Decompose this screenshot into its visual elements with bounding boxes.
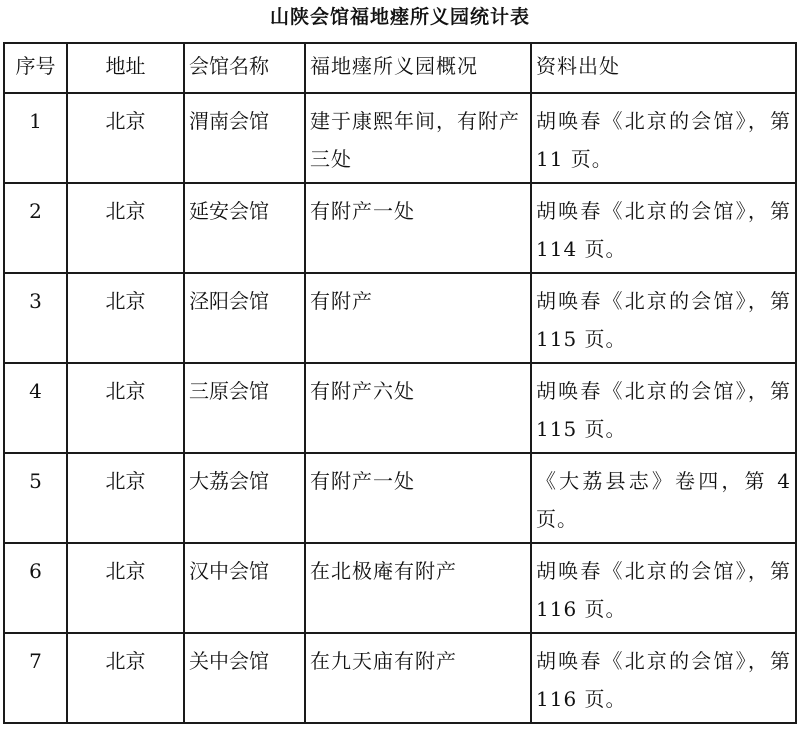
- table-row: [4, 273, 796, 363]
- cell-no: 5: [4, 453, 67, 543]
- table-row: [4, 633, 796, 723]
- table-row: [4, 183, 796, 273]
- table-row: [4, 453, 796, 543]
- cell-source: 《大荔县志》卷四，第 4 页。: [531, 453, 796, 543]
- header-name: 会馆名称: [184, 43, 305, 93]
- cell-description: 有附产一处: [305, 183, 531, 273]
- cell-name: 泾阳会馆: [184, 273, 305, 363]
- cell-address: 北京: [67, 453, 184, 543]
- cell-no: 7: [4, 633, 67, 723]
- cell-description: 建于康熙年间，有附产三处: [305, 93, 531, 183]
- cell-address: 北京: [67, 543, 184, 633]
- cell-description: 在北极庵有附产: [305, 543, 531, 633]
- cell-name: 三原会馆: [184, 363, 305, 453]
- cell-no: 2: [4, 183, 67, 273]
- cell-address: 北京: [67, 273, 184, 363]
- header-description: 福地瘗所义园概况: [305, 43, 531, 93]
- cell-name: 关中会馆: [184, 633, 305, 723]
- cell-address: 北京: [67, 633, 184, 723]
- table-row: [4, 363, 796, 453]
- cell-name: 渭南会馆: [184, 93, 305, 183]
- cell-source: 胡唤春《北京的会馆》，第 114 页。: [531, 183, 796, 273]
- header-address: 地址: [67, 43, 184, 93]
- statistics-table: [3, 42, 797, 724]
- cell-name: 汉中会馆: [184, 543, 305, 633]
- table-title: 山陕会馆福地瘗所义园统计表: [269, 6, 530, 28]
- cell-address: 北京: [67, 93, 184, 183]
- cell-source: 胡唤春《北京的会馆》，第 115 页。: [531, 273, 796, 363]
- cell-description: 在九天庙有附产: [305, 633, 531, 723]
- cell-no: 4: [4, 363, 67, 453]
- cell-source: 胡唤春《北京的会馆》，第 115 页。: [531, 363, 796, 453]
- cell-no: 1: [4, 93, 67, 183]
- header-source: 资料出处: [531, 43, 796, 93]
- cell-source: 胡唤春《北京的会馆》，第 11 页。: [531, 93, 796, 183]
- cell-source: 胡唤春《北京的会馆》，第 116 页。: [531, 543, 796, 633]
- cell-address: 北京: [67, 363, 184, 453]
- cell-description: 有附产一处: [305, 453, 531, 543]
- cell-name: 大荔会馆: [184, 453, 305, 543]
- cell-source: 胡唤春《北京的会馆》，第 116 页。: [531, 633, 796, 723]
- cell-description: 有附产六处: [305, 363, 531, 453]
- table-row: [4, 93, 796, 183]
- cell-description: 有附产: [305, 273, 531, 363]
- table-row: [4, 543, 796, 633]
- cell-no: 3: [4, 273, 67, 363]
- table-header-row: [4, 43, 796, 93]
- cell-no: 6: [4, 543, 67, 633]
- cell-name: 延安会馆: [184, 183, 305, 273]
- cell-address: 北京: [67, 183, 184, 273]
- header-no: 序号: [4, 43, 67, 93]
